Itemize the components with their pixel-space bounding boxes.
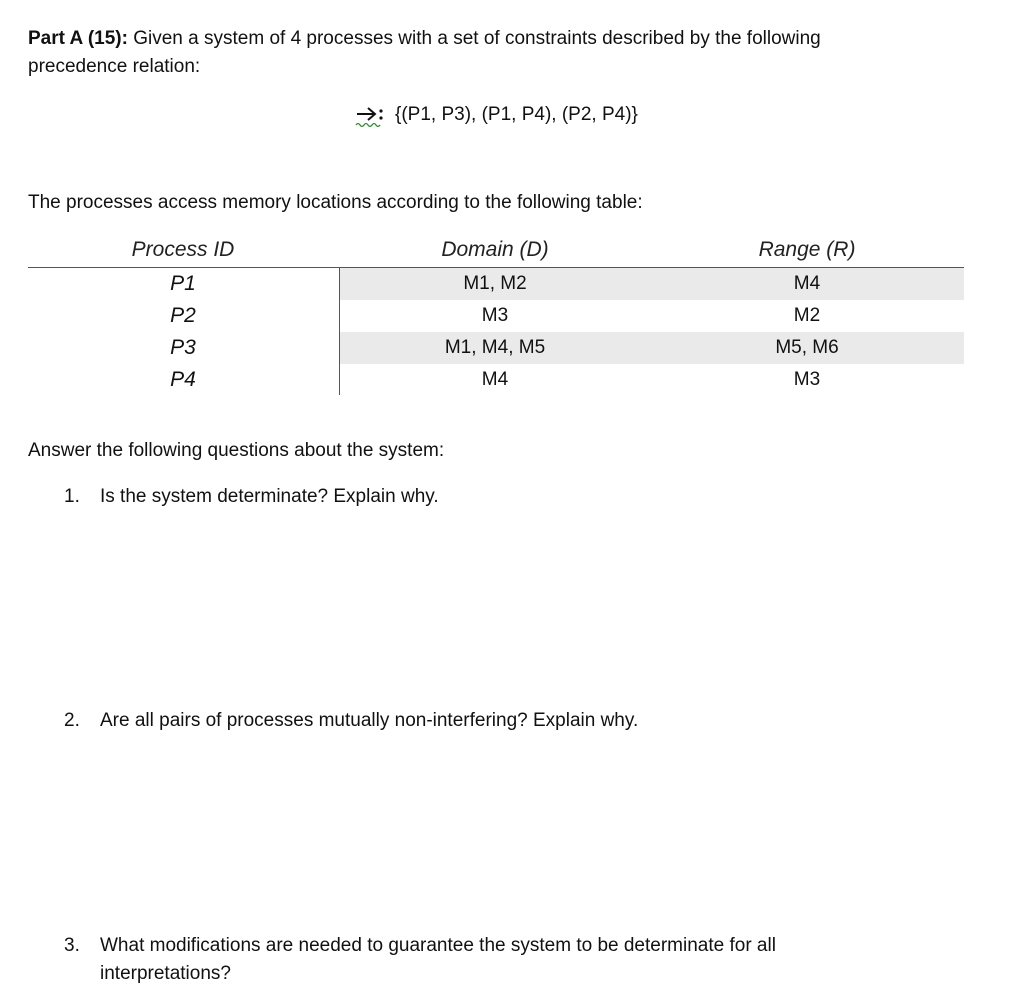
question-number: 3. <box>64 935 80 956</box>
question-text: Is the system determinate? Explain why. <box>100 486 439 507</box>
cell-range: M5, M6 <box>775 337 839 358</box>
header-process-id: Process ID <box>131 238 235 261</box>
table-row <box>28 268 964 300</box>
cell-range: M4 <box>793 273 821 294</box>
question-2 <box>64 707 864 737</box>
cell-domain: M1, M2 <box>463 273 527 294</box>
cell-domain: M3 <box>481 305 509 326</box>
cell-domain: M1, M4, M5 <box>444 337 546 358</box>
question-number: 2. <box>64 710 80 731</box>
question-3 <box>64 932 864 992</box>
answer-intro-text: Answer the following questions about the system: <box>28 440 445 461</box>
header-range: Range (R) <box>758 238 856 261</box>
cell-process-id: P2 <box>170 304 196 327</box>
cell-process-id: P3 <box>170 336 196 359</box>
table-row <box>28 332 964 364</box>
intro-line-2: precedence relation: <box>28 56 201 77</box>
intro-text-1: Given a system of 4 processes with a set of constraints described by the following <box>127 28 821 49</box>
question-number: 1. <box>64 486 80 507</box>
table-row <box>28 300 964 332</box>
cell-process-id: P1 <box>170 272 196 295</box>
cell-process-id: P4 <box>170 368 196 391</box>
table-intro-text: The processes access memory locations according to the following table: <box>28 192 643 213</box>
intro-line-1 <box>28 25 968 53</box>
part-label: Part A (15): <box>28 28 128 49</box>
header-domain: Domain (D) <box>441 238 549 261</box>
cell-domain: M4 <box>481 369 509 390</box>
cell-range: M3 <box>793 369 821 390</box>
question-text: Are all pairs of processes mutually non-interfering? Explain why. <box>100 710 639 731</box>
relation-set: {(P1, P3), (P1, P4), (P2, P4)} <box>395 104 638 125</box>
question-1 <box>64 483 864 513</box>
column-divider <box>339 267 340 395</box>
arrow-icon <box>355 105 389 129</box>
cell-range: M2 <box>793 305 821 326</box>
intro-paragraph <box>28 25 968 81</box>
memory-access-table <box>28 234 964 396</box>
table-row <box>28 364 964 396</box>
question-text: What modifications are needed to guarantee the system to be determinate for all interpretations? <box>100 935 776 984</box>
